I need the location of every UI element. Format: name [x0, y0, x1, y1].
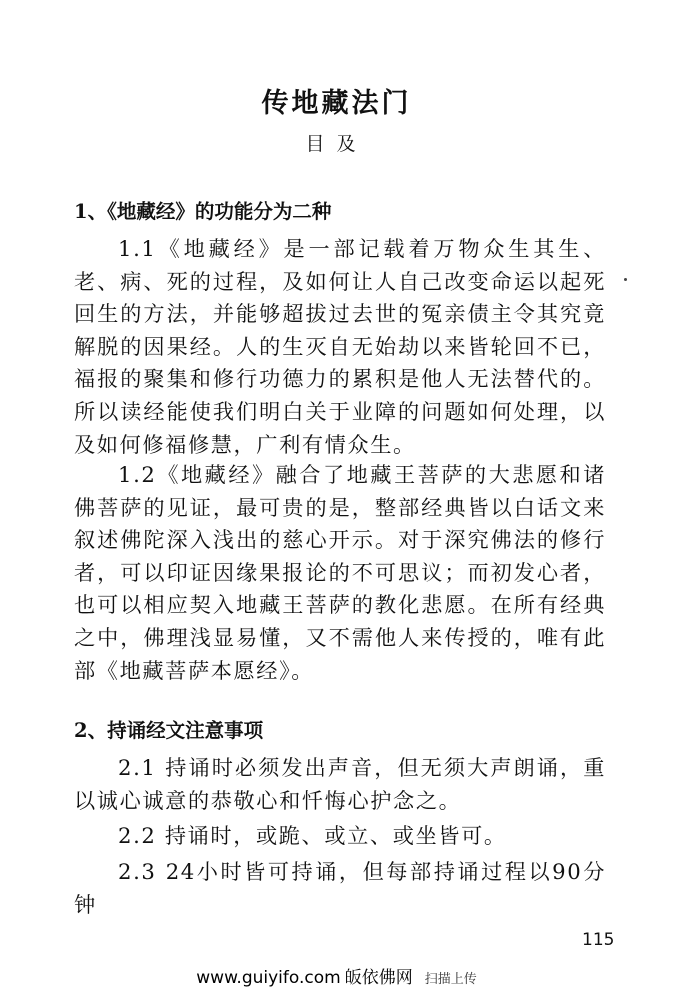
- section-1-paragraph-1: 1.1《地藏经》是一部记载着万物众生其生、老、病、死的过程，及如何让人自己改变命运以起死回生的方法，并能够超拔过去世的冤亲债主令其究竟解脱的因果经。人的生灭自无始劫以来皆轮回不已，福报的聚集和修行功德力的累积是他人无法替代的。所以读经能使我们明白关于业障的问题如何处理，以及如何修福修慧，广利有情众生。: [74, 236, 606, 457]
- page-title: 传地藏法门: [261, 88, 412, 119]
- toc-label: 目及: [305, 133, 368, 155]
- section-1-paragraph-2: 1.2《地藏经》融合了地藏王菩萨的大悲愿和诸佛菩萨的见证，最可贵的是，整部经典皆以白话文来叙述佛陀深入浅出的慈心开示。对于深究佛法的修行者，可以印证因缘果报论的不可思议；而初发心者，也可以相应契入地藏王菩萨的教化悲愿。在所有经典之中，佛理浅显易懂，又不需他人来传授的，唯有此部《地藏菩萨本愿经》。: [74, 462, 606, 683]
- section-2-paragraph-3: 2.3 24小时皆可持诵，但每部持诵过程以90分钟: [74, 859, 606, 917]
- section-2-heading: 2、持诵经文注意事项: [74, 719, 264, 742]
- scan-speck: [624, 278, 627, 281]
- watermark-note: 扫描上传: [424, 972, 477, 987]
- section-1-heading: 1、《地藏经》的功能分为二种: [74, 200, 332, 223]
- watermark: [0, 966, 673, 992]
- watermark-name: 皈依佛网: [344, 968, 413, 988]
- watermark-site: www.guiyifo.com: [196, 968, 341, 988]
- page-number: 115: [582, 930, 615, 950]
- section-2-paragraph-1: 2.1 持诵时必须发出声音，但无须大声朗诵，重以诚心诚意的恭敬心和忏悔心护念之。: [74, 755, 606, 813]
- section-2-paragraph-2: 2.2 持诵时，或跪、或立、或坐皆可。: [118, 823, 507, 848]
